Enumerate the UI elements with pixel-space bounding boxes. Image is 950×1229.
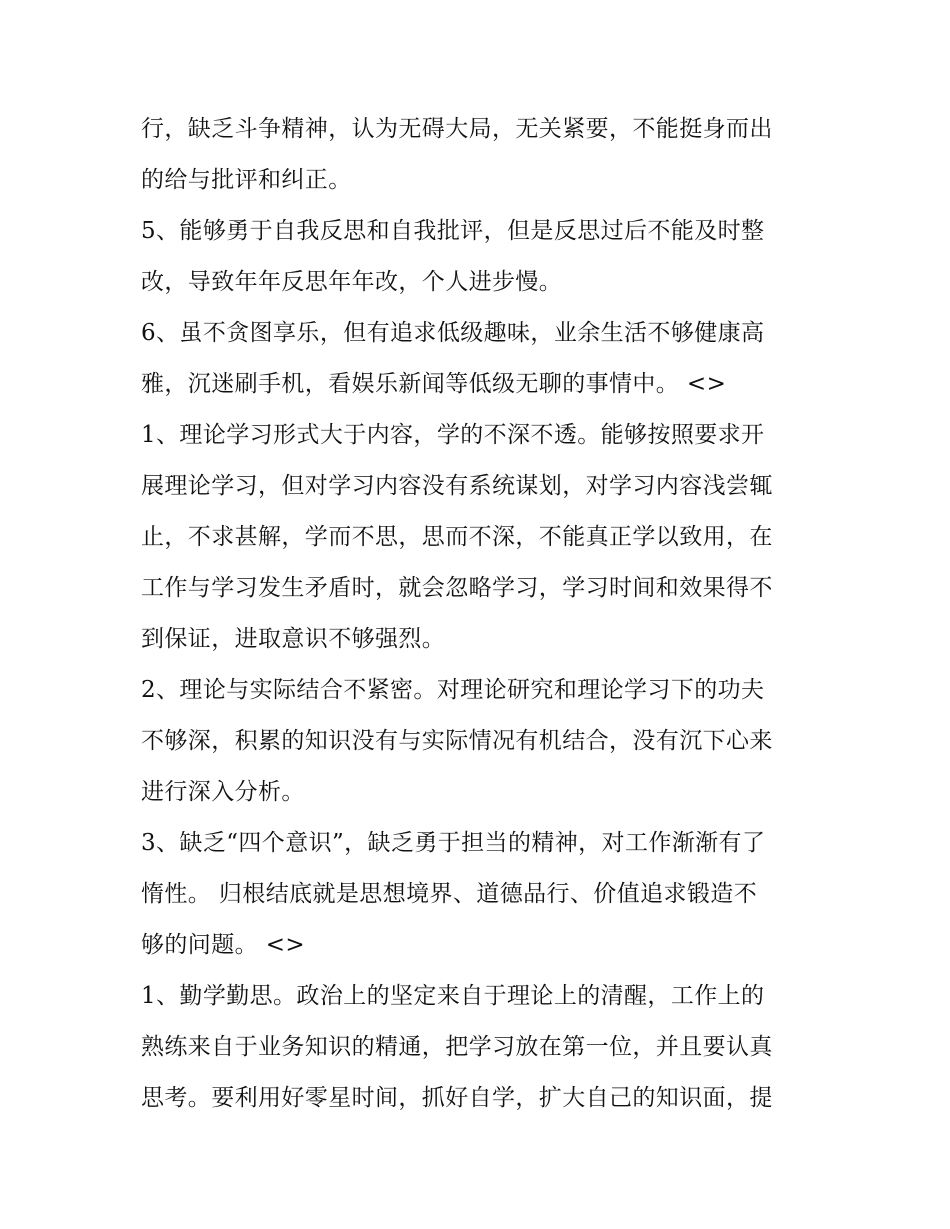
text-line: 改，导致年年反思年年改，个人进步慢。 bbox=[141, 269, 563, 295]
text-line: 2、理论与实际结合不紧密。对理论研究和理论学习下的功夫 bbox=[141, 677, 765, 703]
text-line: 6、虽不贪图享乐，但有追求低级趣味，业余生活不够健康高 bbox=[141, 320, 765, 346]
text-line: 1、理论学习形式大于内容，学的不深不透。能够按照要求开 bbox=[141, 422, 765, 448]
text-line: 展理论学习，但对学习内容没有系统谋划，对学习内容浅尝辄 bbox=[141, 473, 773, 499]
text-line: 1、勤学勤思。政治上的坚定来自于理论上的清醒，工作上的 bbox=[141, 983, 765, 1009]
text-line: 进行深入分析。 bbox=[141, 779, 305, 805]
text-line: 惰性。 归根结底就是思想境界、道德品行、价值追求锻造不 bbox=[141, 881, 758, 907]
document-body bbox=[141, 104, 821, 1124]
text-line: 工作与学习发生矛盾时，就会忽略学习，学习时间和效果得不 bbox=[141, 575, 773, 601]
text-line: 熟练来自于业务知识的精通，把学习放在第一位，并且要认真 bbox=[141, 1034, 773, 1060]
text-line: 到保证，进取意识不够强烈。 bbox=[141, 626, 446, 652]
text-line: 止，不求甚解，学而不思，思而不深，不能真正学以致用，在 bbox=[141, 524, 773, 550]
text-line: 思考。要利用好零星时间，抓好自学，扩大自己的知识面，提 bbox=[141, 1085, 773, 1111]
text-line: 够的问题。 <> bbox=[141, 932, 306, 958]
text-line: 不够深，积累的知识没有与实际情况有机结合，没有沉下心来 bbox=[141, 728, 773, 754]
text-line: 的给与批评和纠正。 bbox=[141, 167, 352, 193]
text-line: 行，缺乏斗争精神，认为无碍大局，无关紧要，不能挺身而出 bbox=[141, 116, 773, 142]
text-line: 3、缺乏“四个意识”，缺乏勇于担当的精神，对工作渐渐有了 bbox=[141, 830, 766, 856]
text-line: 5、能够勇于自我反思和自我批评，但是反思过后不能及时整 bbox=[141, 218, 765, 244]
text-line: 雅，沉迷刷手机，看娱乐新闻等低级无聊的事情中。 <> bbox=[141, 371, 727, 397]
